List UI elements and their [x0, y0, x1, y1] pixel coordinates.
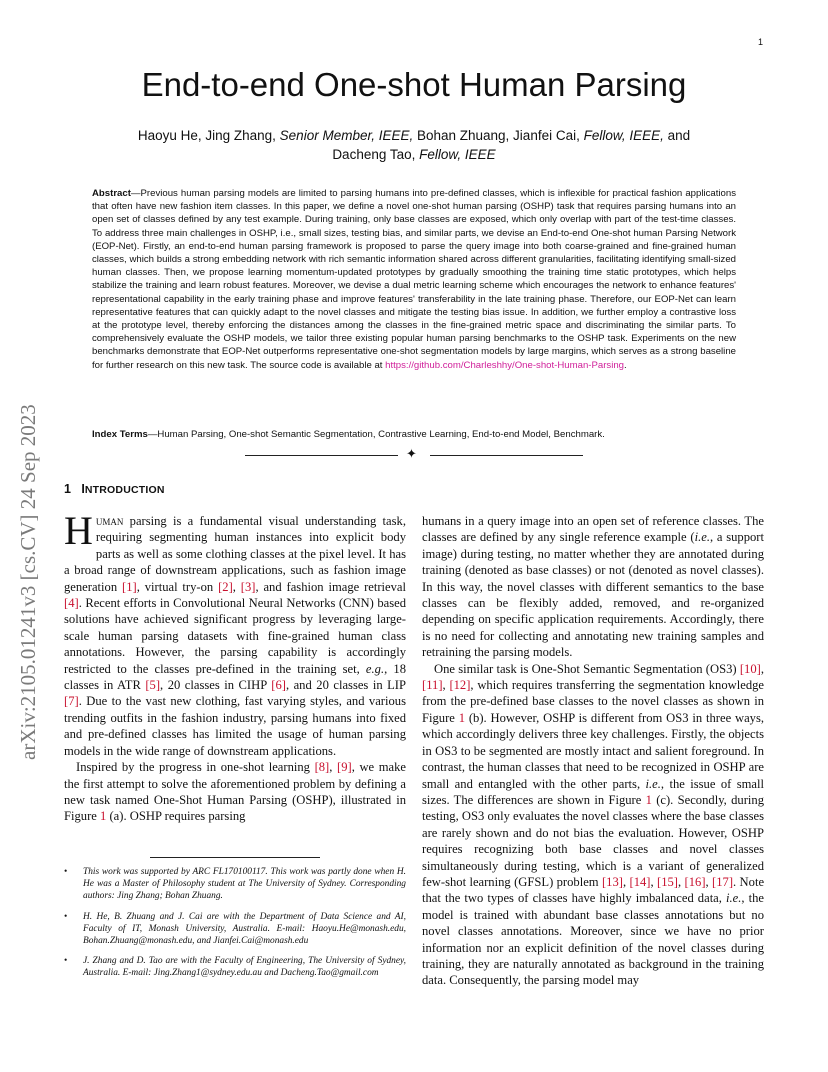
divider-line-right: [430, 455, 583, 456]
text-run: ,: [329, 760, 337, 775]
footnote-item: [64, 955, 406, 979]
arxiv-stamp: arXiv:2105.01241v3 [cs.CV] 24 Sep 2023: [16, 404, 40, 760]
text-run: , and 20 classes in LIP: [285, 678, 407, 693]
citation-link[interactable]: [4]: [64, 596, 79, 611]
citation-link[interactable]: [1]: [122, 579, 137, 594]
section-title-rest: NTRODUCTION: [84, 484, 165, 496]
text-run: , and fashion image retrieval: [255, 579, 407, 594]
text-run: , the issue of small sizes. The differences are shown in Figure: [422, 776, 765, 807]
text-run: , the model is trained with abundant base classes annotations but no novel classes annotations. Moreover, since we have no prior information nor an explicit definition of the novel classes during training, they are naturally annotated as background in the training data. Consequently, the parsing model may: [422, 891, 764, 988]
left-column: [64, 508, 407, 825]
text-run: , a support image) during testing, no matter whether they are annotated during training (denoted as base classes) or not (denoted as novel classes). In this way, the novel classes with different semantics to the base classes can be flexibly added, removed, and re-organized depending on specific application requirements. Accordingly, there is no need for collecting and annotating new training samples and retraining the parsing models.: [422, 530, 764, 660]
citation-link[interactable]: [2]: [218, 579, 233, 594]
figure-link[interactable]: 1: [645, 792, 652, 807]
citation-link[interactable]: [15]: [657, 874, 678, 889]
italic-run: i.e.: [726, 891, 742, 906]
author-text: Dacheng Tao,: [332, 147, 420, 162]
index-terms-label: Index Terms: [92, 429, 148, 440]
citation-link[interactable]: [12]: [449, 678, 471, 693]
paper-title: End-to-end One-shot Human Parsing: [141, 66, 687, 103]
author-text: Haoyu He, Jing Zhang,: [137, 128, 280, 143]
abstract-body: —Previous human parsing models are limited to parsing humans into pre-defined classes, which is inflexible for practical fashion applications that often have new fashion item classes. In this paper, we define a novel one-shot human parsing (OSHP) task that requires parsing humans into an open set of classes defined by any test example. During training, only base classes are exposed, which only overlap with part of the test-time classes. To address three main challenges in OSHP, i.e., small sizes, testing bias, and similar parts, we devise an End-to-end One-shot human Parsing Network (EOP-Net). Firstly, an end-to-end human parsing framework is proposed to parse the query image into both coarse-grained and fine-grained human classes, which builds a strong embedding network with rich semantic information shared across different granularities, facilitating identifying small-sized human classes. Then, we propose learning momentum-updated prototypes by gradually smoothing the training time static prototypes, which helps stabilize the training and learn robust features. Moreover, we devise a dual metric learning scheme which encourages the network to enhance features' representational capability in the early training phase and improve features' transferability in the late training phase. Therefore, our EOP-Net can learn representative features that can quickly adapt to the novel classes and mitigate the testing bias issue. In addition, we further employ a contrastive loss at the prototype level, thereby enforcing the distances among the classes in the fine-grained metric space and discriminating the similar parts. To comprehensively evaluate the OSHP models, we tailor three existing popular human parsing benchmarks to the OSHP task. Experiments on the new benchmarks demonstrate that EOP-Net outperforms representative one-shot segmentation models by large margins, which serves as a strong baseline for further research on this new task. The source code is available at: [92, 188, 736, 371]
italic-run: i.e.: [694, 530, 710, 545]
abstract: [92, 187, 736, 372]
text-run: One similar task is One-Shot Semantic Segmentation (OS3): [434, 661, 740, 676]
abstract-label: Abstract: [92, 188, 131, 199]
footnote-text: This work was supported by ARC FL170100117. This work was partly done when H. He was a Master of Philosophy student at The University of Sydney. Corresponding authors: Jing Zhang; Bohan Zhuang.: [83, 867, 406, 902]
citation-link[interactable]: [16]: [684, 874, 706, 889]
citation-link[interactable]: [14]: [629, 874, 651, 889]
citation-link[interactable]: [8]: [314, 760, 330, 775]
abstract-end: .: [624, 359, 627, 371]
drop-cap: H: [64, 508, 93, 553]
author-list: [110, 126, 718, 164]
section-number: 1: [64, 482, 71, 496]
section-heading: [64, 482, 165, 496]
text-run: ,: [622, 874, 630, 889]
footnote-text: J. Zhang and D. Tao are with the Faculty of Engineering, The University of Sydney, Australia. E-mail: Jing.Zhang1@sydney.edu.au and Dacheng.Tao@gmail.com: [83, 956, 406, 979]
divider-line-left: [245, 455, 398, 456]
bullet-icon: •: [64, 911, 68, 922]
citation-link[interactable]: [5]: [145, 678, 161, 693]
text-run: ,: [678, 874, 685, 889]
citation-link[interactable]: [10]: [739, 661, 761, 676]
citation-link[interactable]: [7]: [64, 694, 79, 709]
source-code-link[interactable]: https://github.com/Charleshhy/One-shot-Human-Parsing: [385, 359, 625, 371]
small-caps-run: uman: [95, 514, 124, 528]
citation-link[interactable]: [9]: [337, 760, 352, 775]
bullet-icon: •: [64, 956, 68, 967]
text-run: . Due to the vast new clothing, fast varying styles, and various trending outfits in the fashion industry, parsing humans into fixed and pre-defined classes has limited the usage of human parsing models in the wide range of downstream applications.: [64, 694, 406, 758]
bullet-icon: •: [64, 867, 68, 877]
index-terms-body: —Human Parsing, One-shot Semantic Segmentation, Contrastive Learning, End-to-end Model, Benchmark.: [147, 429, 605, 440]
author-text: Bohan Zhuang, Jianfei Cai,: [413, 128, 584, 143]
citation-link[interactable]: [13]: [601, 874, 623, 889]
section-title-initial: I: [81, 482, 85, 496]
text-run: , we make the first attempt to solve the aforementioned problem by defining a new task named One-Shot Human Parsing (OSHP), illustrated in Figure: [64, 760, 406, 824]
paragraph: [422, 661, 764, 989]
text-run: ,: [760, 661, 764, 676]
text-run: . Note that the two types of classes have highly imbalanced data,: [422, 874, 765, 906]
right-column: [422, 513, 764, 989]
author-affiliation-title: Fellow, IEEE,: [583, 128, 664, 143]
page-number: 1: [758, 37, 764, 47]
author-affiliation-title: Fellow, IEEE: [419, 147, 496, 162]
footnote-item: [64, 866, 406, 903]
text-run: humans in a query image into an open set of reference classes. The classes are defined by any single reference example (: [422, 514, 764, 545]
italic-run: i.e.: [645, 776, 661, 791]
index-terms: [92, 428, 736, 441]
divider-ornament-icon: ✦: [406, 447, 417, 462]
text-run: (a). OSHP requires parsing: [106, 809, 246, 824]
figure-link[interactable]: 1: [100, 809, 107, 824]
footnote-rule: [150, 857, 320, 858]
italic-run: e.g.: [365, 661, 385, 676]
paragraph: [64, 759, 406, 825]
text-run: , virtual try-on: [136, 579, 219, 594]
figure-link[interactable]: 1: [458, 710, 466, 725]
author-affiliation-title: Senior Member, IEEE,: [279, 128, 414, 143]
citation-link[interactable]: [11]: [422, 678, 443, 693]
text-run: Inspired by the progress in one-shot learning: [76, 760, 315, 775]
text-run: . Recent efforts in Convolutional Neural Networks (CNN) based solutions have achieved significant progress by leveraging large-scale human parsing datasets with fine-grained human class annotations. However, the parsing capability is accordingly restricted to the classes pre-defined in the training set,: [64, 596, 406, 676]
citation-link[interactable]: [6]: [271, 678, 286, 693]
text-run: ,: [705, 874, 713, 889]
paragraph: [422, 513, 764, 661]
text-run: ,: [232, 579, 241, 594]
paragraph: [64, 508, 407, 759]
text-run: , which requires transferring the segmentation knowledge from the pre-defined base classes to the novel classes as shown in Figure: [422, 678, 765, 725]
text-run: (b). However, OSHP is different from OS3 in three ways, which accordingly delivers three key challenges. Firstly, the objects in OS3 to be segmented are mostly intact and salient foreground. In contrast, the human classes that need to be recognized in OSHP are small and entangled with the other parts,: [422, 710, 765, 791]
citation-link[interactable]: [3]: [240, 579, 256, 594]
text-run: (c). Secondly, during testing, OS3 only evaluates the novel classes where the base classes are rarely shown and do not bias the evaluation. However, OSHP requires recognizing both base classes and novel classes simultaneously during testing, which is a variant of generalized few-shot learning (GFSL) problem: [422, 792, 764, 889]
text-run: ,: [442, 678, 450, 693]
footnotes: [64, 866, 406, 988]
text-run: , 20 classes in CIHP: [160, 678, 272, 693]
text-run: ,: [650, 874, 658, 889]
text-run: parsing is a fundamental visual understanding task, requiring segmenting human instances into explicit body parts as well as some clothing classes at the pixel level. It has a broad range of downstream applications, such as fashion image generation: [64, 514, 406, 594]
text-run: , 18 classes in ATR: [64, 661, 407, 693]
author-text: and: [663, 128, 691, 143]
footnote-text: H. He, B. Zhuang and J. Cai are with the Department of Data Science and AI, Faculty of IT, Monash University, Australia. E-mail: Haoyu.He@monash.edu, Bohan.Zhuang@monash.edu, and Jianfei.Cai@monash.edu: [83, 911, 406, 947]
citation-link[interactable]: [17]: [712, 874, 734, 889]
footnote-item: [64, 911, 406, 948]
